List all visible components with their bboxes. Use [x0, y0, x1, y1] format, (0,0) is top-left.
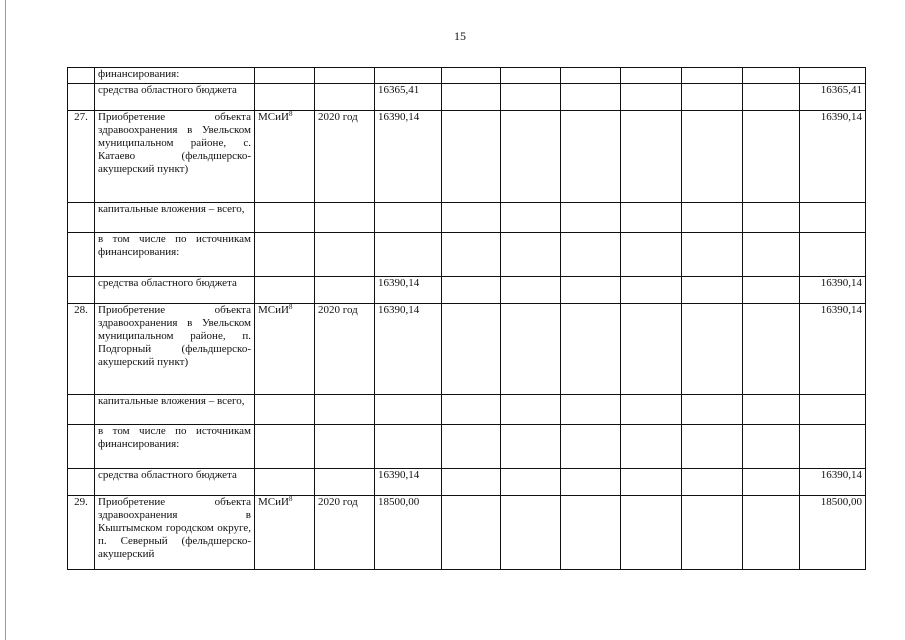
row-term	[315, 395, 375, 425]
row-value: 16390,14	[375, 469, 442, 496]
row-total: 16390,14	[800, 111, 866, 203]
row-total: 16390,14	[800, 277, 866, 304]
footnote-mark: 8	[288, 110, 293, 118]
row-value	[375, 203, 442, 233]
row-executor	[255, 425, 315, 469]
row-description: Приобретение объекта здравоохранения в Увельском муниципальном районе, с. Катаево (фельдшерско-акушерский пункт)	[95, 111, 255, 203]
footnote-mark: 8	[288, 303, 293, 311]
row-description: средства областного бюджета	[95, 84, 255, 111]
row-term	[315, 68, 375, 84]
row-number: 28.	[68, 304, 95, 395]
row-value: 18500,00	[375, 496, 442, 570]
row-number: 29.	[68, 496, 95, 570]
row-value: 16365,41	[375, 84, 442, 111]
table-row	[68, 203, 866, 233]
row-number	[68, 277, 95, 304]
table-row	[68, 68, 866, 84]
row-value: 16390,14	[375, 304, 442, 395]
row-term	[315, 277, 375, 304]
row-value	[375, 68, 442, 84]
table-row	[68, 395, 866, 425]
row-value	[375, 233, 442, 277]
row-executor	[255, 395, 315, 425]
table-row	[68, 84, 866, 111]
table-row	[68, 469, 866, 496]
financing-table	[67, 67, 866, 570]
row-total: 16390,14	[800, 304, 866, 395]
row-total	[800, 425, 866, 469]
row-description: капитальные вложения – всего,	[95, 395, 255, 425]
table-row	[68, 111, 866, 203]
row-executor	[255, 203, 315, 233]
table-row	[68, 425, 866, 469]
row-executor	[255, 84, 315, 111]
row-total	[800, 68, 866, 84]
executor-label: МСиИ	[258, 111, 289, 123]
row-value	[375, 395, 442, 425]
row-executor	[255, 111, 315, 203]
row-description: средства областного бюджета	[95, 277, 255, 304]
table-row	[68, 496, 866, 570]
row-value: 16390,14	[375, 277, 442, 304]
row-executor	[255, 469, 315, 496]
row-term	[315, 425, 375, 469]
row-description: в том числе по источникам финансирования:	[95, 233, 255, 277]
row-total	[800, 395, 866, 425]
row-total	[800, 203, 866, 233]
row-description: Приобретение объекта здравоохранения в Увельском муниципальном районе, п. Подгорный (фельдшерско-акушерский пункт)	[95, 304, 255, 395]
row-executor	[255, 277, 315, 304]
row-executor	[255, 68, 315, 84]
row-term: 2020 год	[315, 304, 375, 395]
row-term	[315, 84, 375, 111]
row-total: 18500,00	[800, 496, 866, 570]
row-total: 16390,14	[800, 469, 866, 496]
row-executor	[255, 304, 315, 395]
footnote-mark: 8	[288, 495, 293, 503]
row-number	[68, 84, 95, 111]
row-number	[68, 395, 95, 425]
row-description: в том числе по источникам финансирования:	[95, 425, 255, 469]
row-description: Приобретение объекта здравоохранения в Кыштымском городском округе, п. Северный (фельдшерско-акушерский	[95, 496, 255, 570]
row-value	[375, 425, 442, 469]
row-number	[68, 469, 95, 496]
row-term: 2020 год	[315, 496, 375, 570]
row-total	[800, 233, 866, 277]
row-number	[68, 425, 95, 469]
table-row	[68, 233, 866, 277]
table-row	[68, 277, 866, 304]
row-description: финансирования:	[95, 68, 255, 84]
row-term	[315, 469, 375, 496]
executor-label: МСиИ	[258, 304, 289, 316]
row-number	[68, 68, 95, 84]
row-term	[315, 233, 375, 277]
row-description: капитальные вложения – всего,	[95, 203, 255, 233]
row-term: 2020 год	[315, 111, 375, 203]
page-number: 15	[454, 29, 466, 43]
row-executor	[255, 496, 315, 570]
row-number: 27.	[68, 111, 95, 203]
row-number	[68, 233, 95, 277]
executor-label: МСиИ	[258, 496, 289, 508]
row-executor	[255, 233, 315, 277]
row-term	[315, 203, 375, 233]
row-total: 16365,41	[800, 84, 866, 111]
row-description: средства областного бюджета	[95, 469, 255, 496]
row-value: 16390,14	[375, 111, 442, 203]
page-left-edge-line	[5, 0, 6, 640]
row-number	[68, 203, 95, 233]
table-row	[68, 304, 866, 395]
